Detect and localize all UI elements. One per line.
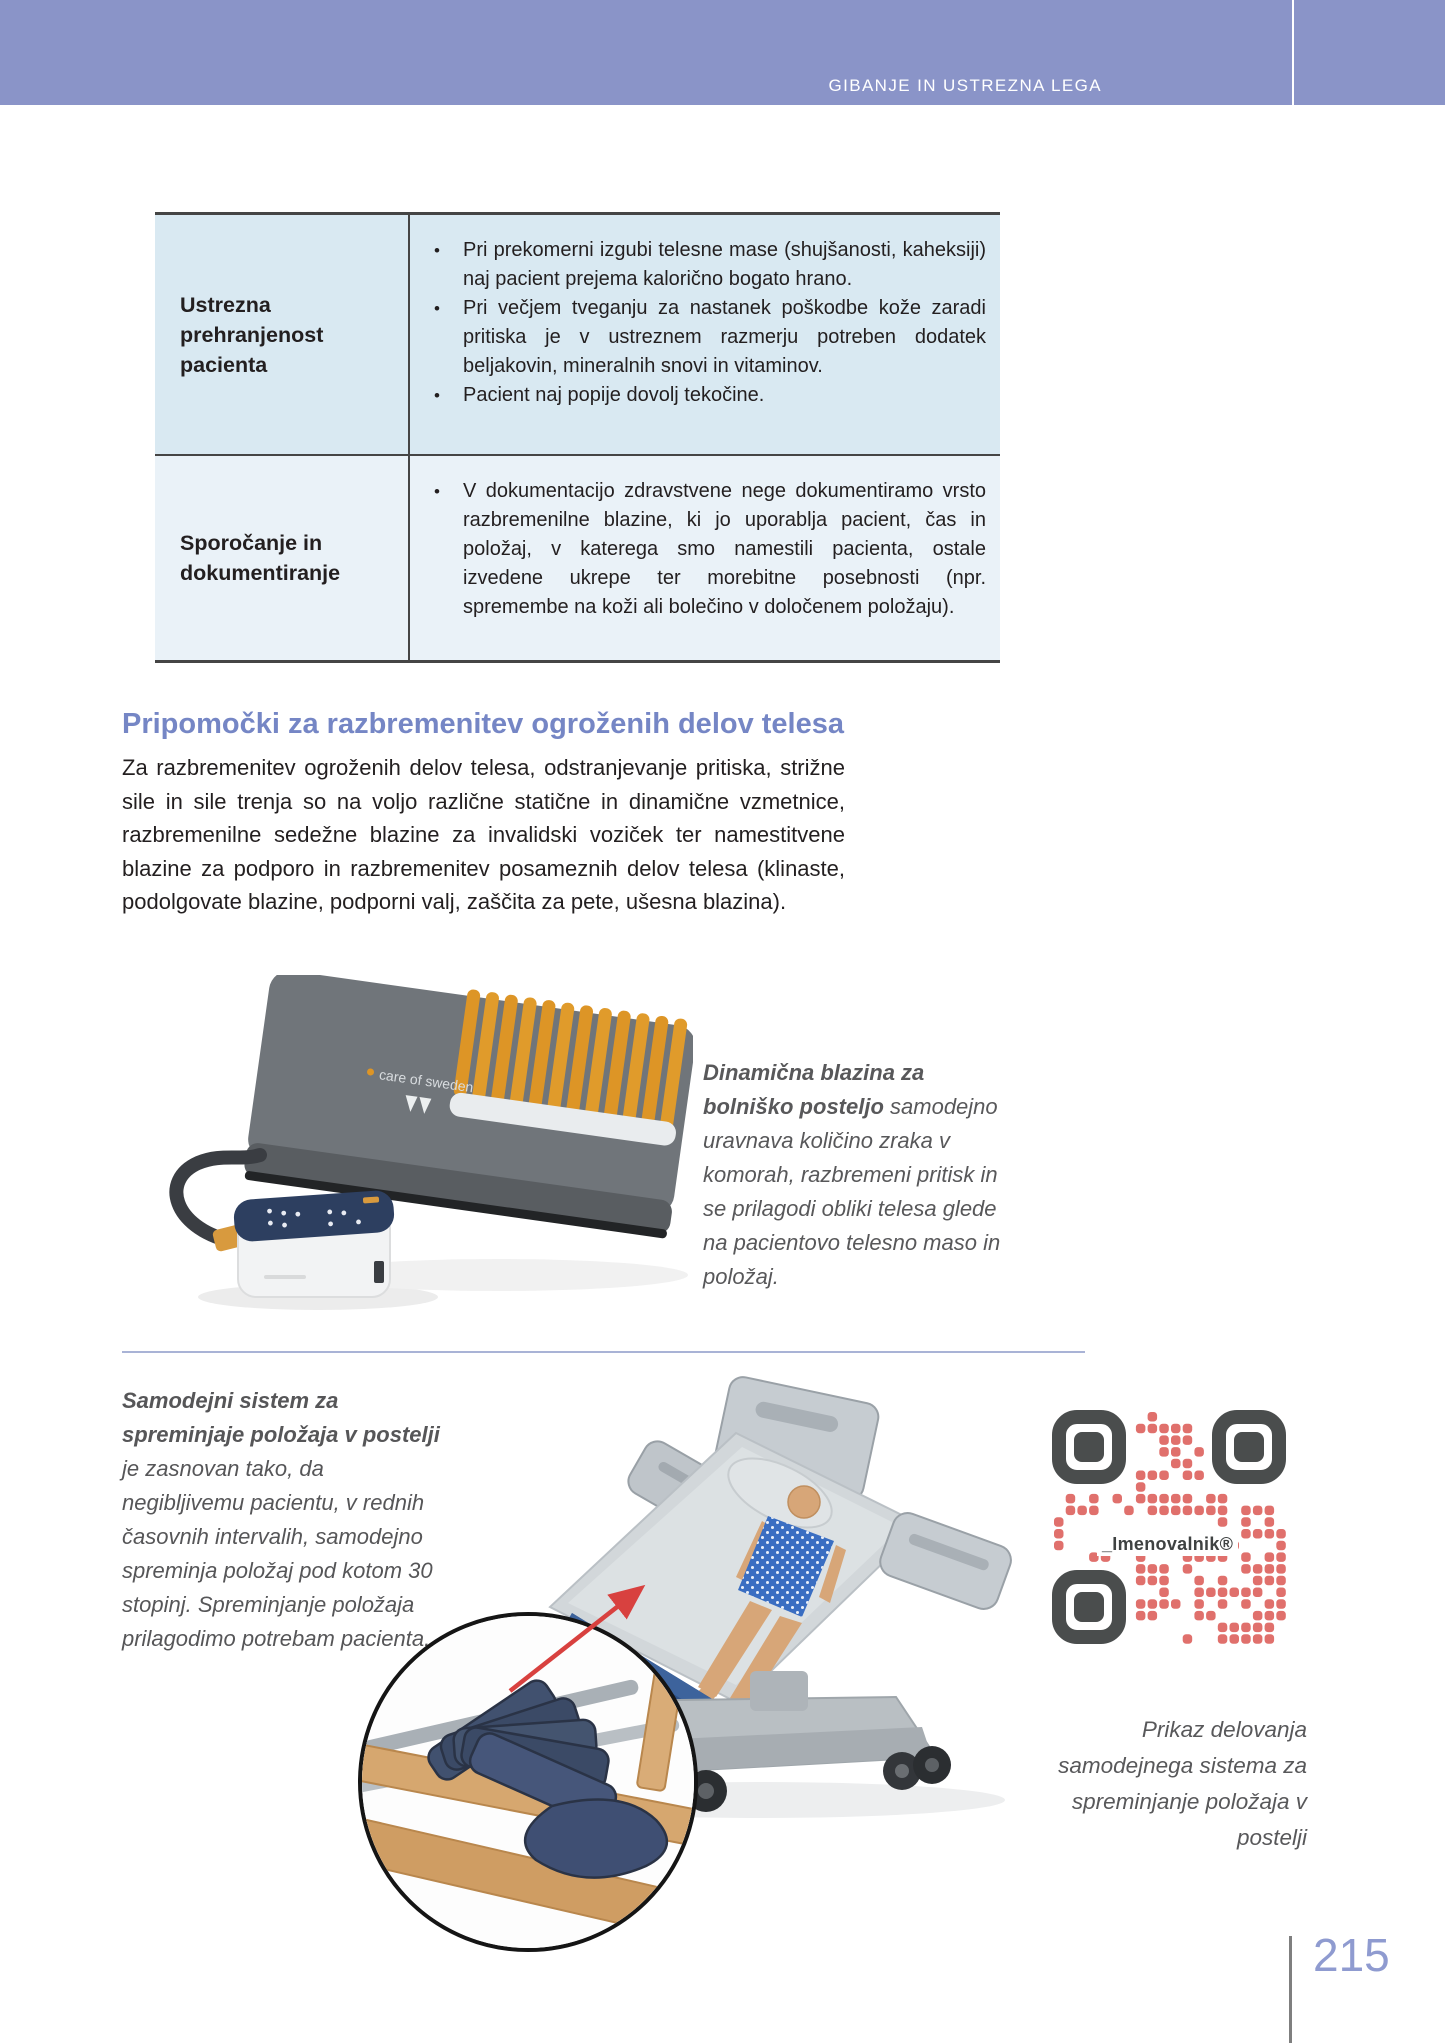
auto-positioning-intro-lead: Samodejni sistem za spreminjaje položaja v postelji (122, 1388, 440, 1447)
table-row-label (155, 215, 410, 454)
wedge-inset-illustration (362, 1616, 694, 1948)
bullet-icon: • (434, 241, 440, 260)
table-row (155, 456, 1000, 660)
bullet-item (434, 477, 986, 622)
table-row-label (155, 456, 410, 660)
mattress-brand-text: care of sweden (378, 1066, 475, 1096)
dynamic-mattress-photo (118, 975, 693, 1320)
row-label-text: Sporočanje in dokumentiranje (180, 531, 341, 585)
page-number: 215 (1313, 1929, 1390, 1981)
section-divider (122, 1351, 1085, 1353)
auto-positioning-intro (122, 1384, 442, 1656)
table-row-content (410, 215, 1000, 454)
bullet-icon: • (434, 299, 440, 318)
page-number-rule (1289, 1936, 1292, 2043)
mattress-caption-lead: Dinamična blazina za bolniško posteljo (703, 1060, 925, 1119)
bullet-item (434, 236, 986, 294)
auto-positioning-intro-body: je zasnovan tako, da negibljivemu pacientu, v rednih časovnih intervalih, samodejno spreminja položaj pod kotom 30 stopinj. Spreminjanje položaja prilagodimo potrebam pacienta. (122, 1456, 433, 1651)
info-table (155, 212, 1000, 663)
wedge-system-inset-photo (358, 1612, 698, 1952)
bullet-text: V dokumentacijo zdravstvene nege dokumentiramo vrsto razbremenilne blazine, ki jo uporablja pacient, čas in položaj, v katerega smo namestili pacienta, ostale izvedene ukrepe ter morebitne posebnosti (npr. spremembe na koži ali bolečino v določenem položaju). (463, 480, 986, 618)
qr-code-graphic (1035, 1393, 1302, 1660)
bullet-icon: • (434, 386, 440, 405)
bullet-item (434, 294, 986, 381)
bullet-text: Pacient naj popije dovolj tekočine. (463, 384, 765, 406)
bed-figure-caption: Prikaz delovanja samodejnega sistema za spreminjanje položaja v postelji (1058, 1717, 1307, 1850)
qr-center-label: _Imenovalnik® (1097, 1533, 1238, 1556)
bullet-text: Pri prekomerni izgubi telesne mase (shujšanosti, kaheksiji) naj pacient prejema kalorično bogato hrano. (463, 239, 986, 290)
bullet-item (434, 381, 986, 410)
table-row-content (410, 456, 1000, 660)
running-header-title: GIBANJE IN USTREZNA LEGA (828, 76, 1102, 95)
mattress-illustration (118, 975, 693, 1320)
header-band (0, 0, 1445, 105)
mattress-caption-body: samodejno uravnava količino zraka v komorah, razbremeni pritisk in se prilagodi obliki telesa glede na pacientovo telesno maso in položaj. (703, 1094, 1001, 1289)
table-row (155, 215, 1000, 456)
mattress-caption (703, 1056, 1005, 1294)
header-vertical-rule (1292, 0, 1294, 105)
qr-code (1035, 1393, 1302, 1660)
section-heading: Pripomočki za razbremenitev ogroženih delov telesa (122, 708, 844, 740)
bullet-icon: • (434, 482, 440, 501)
row-label-text: Ustrezna prehranjenost pacienta (180, 292, 324, 377)
section-paragraph: Za razbremenitev ogroženih delov telesa, odstranjevanje pritiska, strižne sile in sile trenja so na voljo različne statične in dinamične vzmetnice, razbremenilne sedežne blazine za invalidski voziček ter namestitvene blazine za podporo in razbremenitev posameznih delov telesa (klinaste, podolgovate blazine, podporni valj, zaščita za pete, ušesna blazina). (122, 755, 845, 914)
bullet-text: Pri večjem tveganju za nastanek poškodbe kože zaradi pritiska je v ustreznem razmerju potreben dodatek beljakovin, mineralnih snovi in vitaminov. (463, 297, 986, 377)
